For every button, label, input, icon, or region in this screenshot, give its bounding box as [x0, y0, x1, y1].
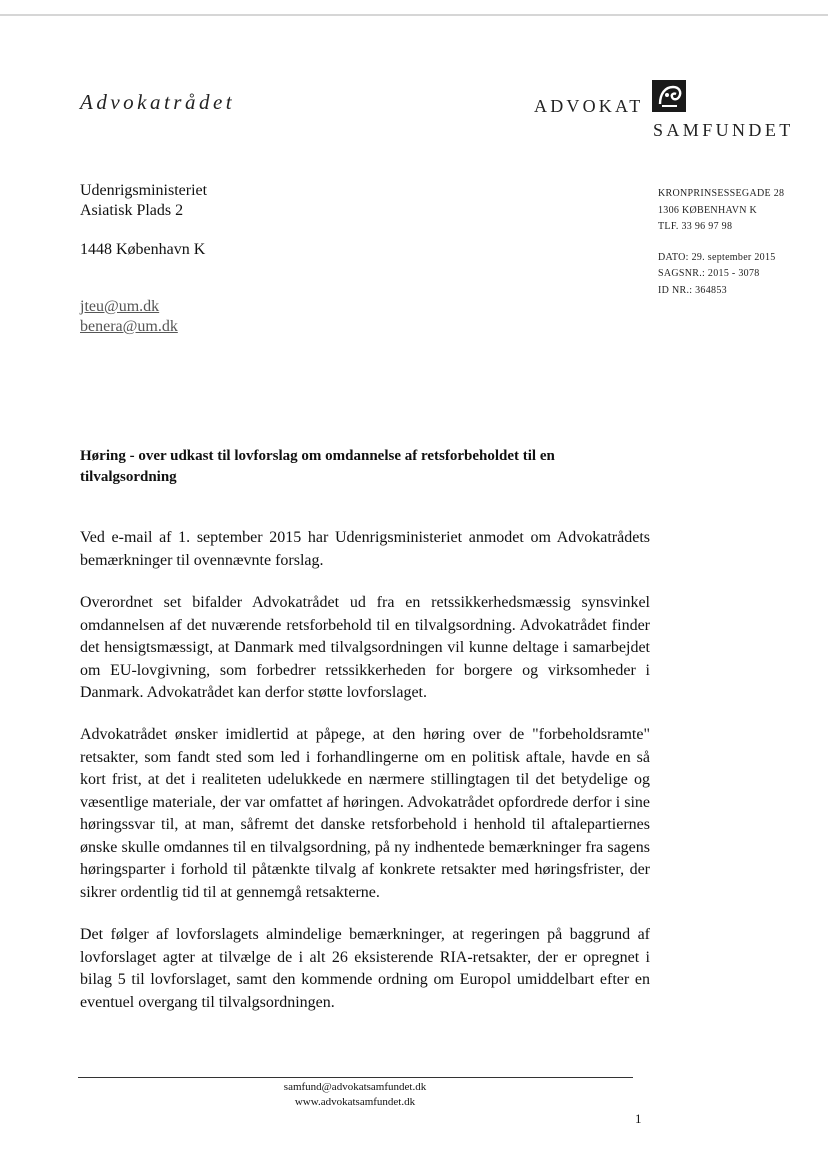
scan-edge-line [0, 14, 828, 16]
page-number: 1 [635, 1111, 642, 1126]
recipient-emails [80, 297, 178, 337]
footer-divider [78, 1077, 633, 1078]
body-paragraph-2: Overordnet set bifalder Advokatrådet ud fra en retssikkerhedsmæssig synsvinkel omdannelsen af det nuværende retsforbehold til en tilvalgsordning. Advokatrådet finder det hensigtsmæssigt, at Danmark med tilvalgsordningen vil kunne deltage i samarbejdet om EU-lovgivning, som forbedrer retssikkerheden for borgere og virksomheder i Danmark. Advokatrådet kan derfor støtte lovforslaget. [80, 594, 650, 701]
sender-street: KRONPRINSESSEGADE 28 [658, 188, 785, 199]
advokatsamfundet-logo [534, 80, 804, 142]
logo-text-advokat: ADVOKAT [534, 96, 644, 116]
email-link-1[interactable]: jteu@um.dk [80, 298, 160, 315]
footer-website[interactable]: www.advokatsamfundet.dk [294, 1096, 416, 1108]
letter-subject: Høring - over udkast til lovforslag om omdannelse af retsforbeholdet til en tilvalgsordning [80, 448, 555, 485]
id-number: ID NR.: 364853 [658, 284, 727, 296]
council-name: Advokatrådet [80, 90, 236, 114]
body-paragraph-3: Advokatrådet ønsker imidlertid at påpege, at den høring over de "forbeholdsramte" retsakter, som fandt sted som led i forhandlingerne om en politisk aftale, havde en så kort frist, at det i realiteten udelukkede en nærmere stillingtagen til det betydelige og væsentlige materiale, der var omfattet af høringen. Advokatrådet opfordrede derfor i sine høringssvar til, at man, såfremt det danske retsforbehold i henhold til aftalepartiernes ønske skulle omdannes til en tilvalgsordning, på ny indhentede bemærkninger fra sagens høringsparter i forhold til påtænkte tilvalg af konkrete retsakter med høringsfrister, der sikrer ordentlig tid til at gennemgå retsakterne. [80, 726, 650, 901]
email-link-2[interactable]: benera@um.dk [80, 318, 178, 335]
logo-text-samfundet: SAMFUNDET [653, 120, 794, 140]
sender-info [658, 186, 784, 299]
footer-email[interactable]: samfund@advokatsamfundet.dk [283, 1081, 427, 1093]
body-paragraph-1: Ved e-mail af 1. september 2015 har Udenrigsministeriet anmodet om Advokatrådets bemærkninger til ovennævnte forslag. [80, 529, 650, 569]
recipient-street: Asiatisk Plads 2 [80, 202, 184, 219]
sender-city: 1306 KØBENHAVN K [658, 204, 758, 216]
recipient-address [80, 181, 207, 260]
body-paragraph-4: Det følger af lovforslagets almindelige bemærkninger, at regeringen på baggrund af lovforslaget agter at tilvælge de i alt 26 eksisterende RIA-retsakter, der er opregnet i bilag 5 til lovforslaget, samt den kommende ordning om Europol umiddelbart efter en eventuel overgang til tilvalgsordningen. [80, 926, 650, 1011]
recipient-city: 1448 København K [80, 241, 206, 258]
sender-phone: TLF. 33 96 97 98 [658, 221, 733, 232]
case-number: SAGSNR.: 2015 - 3078 [658, 268, 760, 279]
footer [230, 1080, 480, 1110]
logo-emblem-icon [652, 80, 686, 112]
letter-date: DATO: 29. september 2015 [658, 251, 776, 263]
recipient-name: Udenrigsministeriet [80, 182, 208, 199]
